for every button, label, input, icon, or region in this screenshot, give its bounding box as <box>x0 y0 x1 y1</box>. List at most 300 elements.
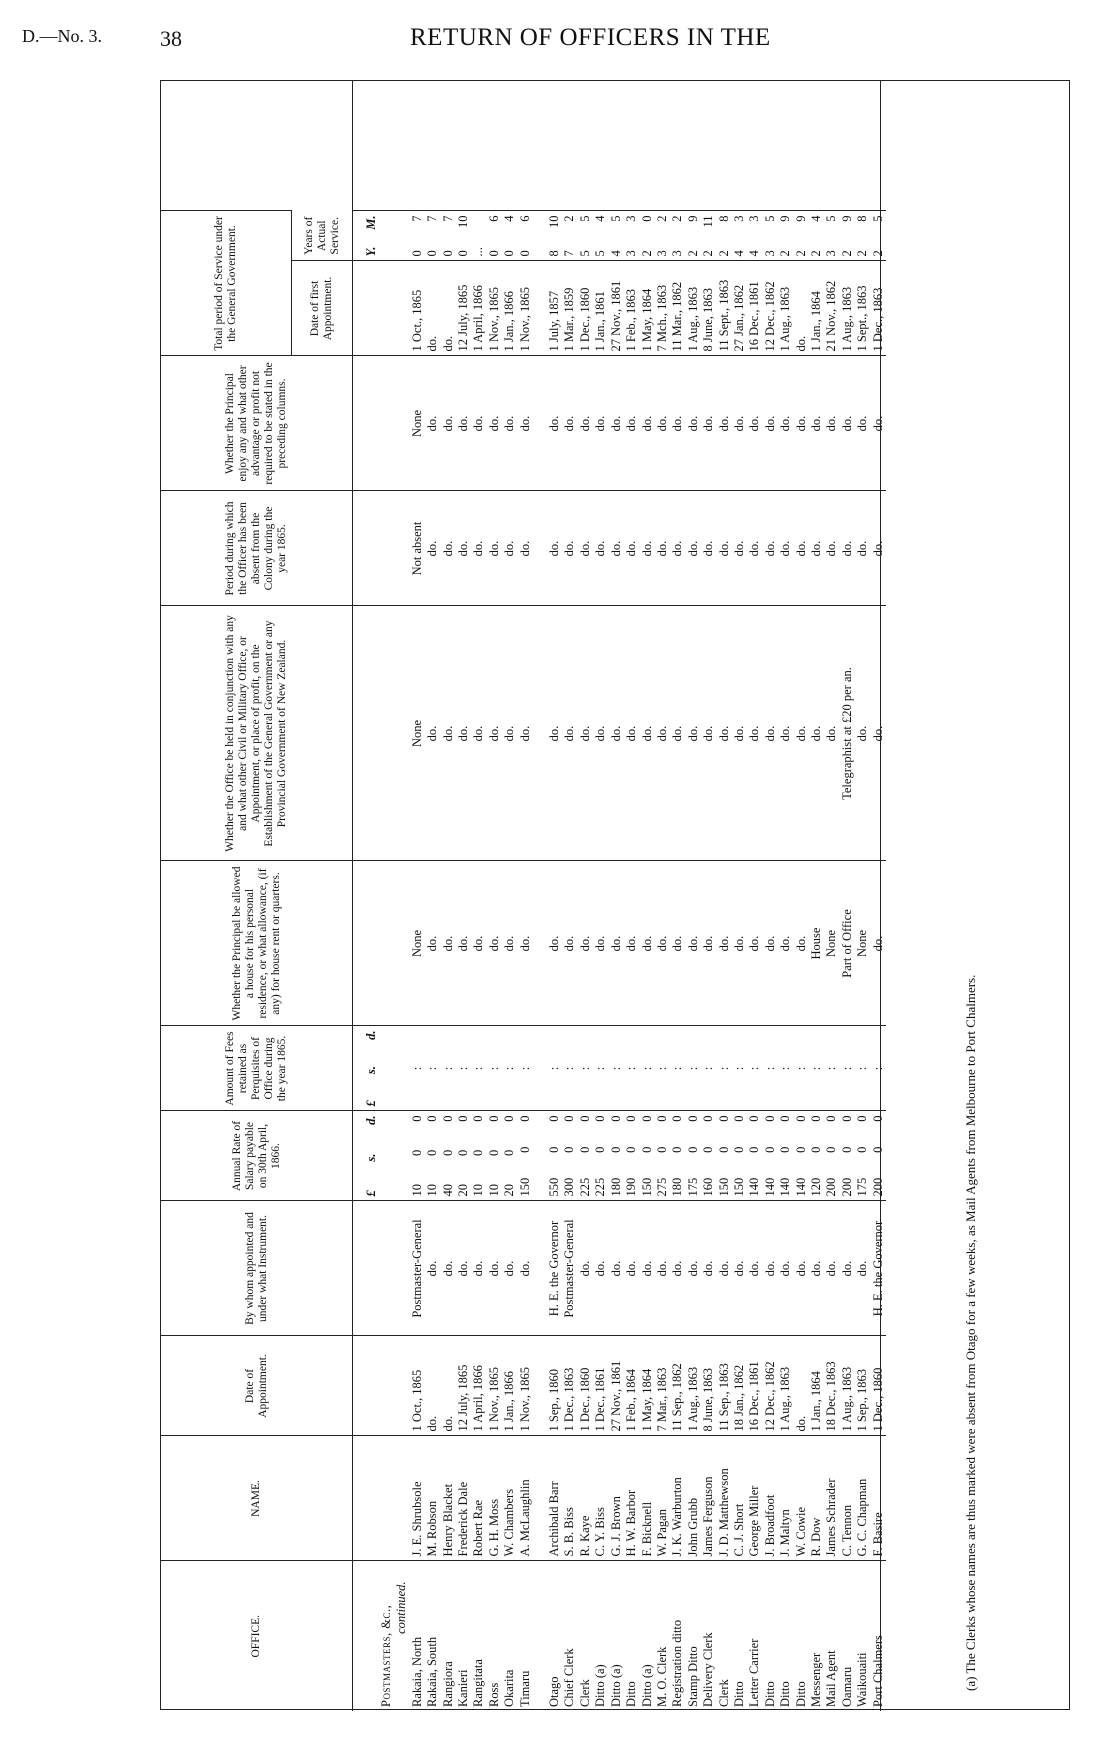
cell-by-whom: do. <box>732 1201 747 1336</box>
salary-sal: 150 <box>731 1177 746 1197</box>
cell-advantage: do. <box>593 356 608 491</box>
cell-office: Rakaia, North <box>410 1561 425 1711</box>
cell-name: George Miller <box>747 1436 762 1561</box>
table-row <box>562 81 577 1711</box>
cell-house: do. <box>732 861 747 1026</box>
salary-d: 0 <box>547 1115 562 1122</box>
cell-fees: : <box>840 1026 855 1111</box>
cell-by-whom: do. <box>824 1201 839 1336</box>
cell-name: R. Kaye <box>578 1436 593 1561</box>
salary-d: 0 <box>731 1115 746 1122</box>
col-house: Whether the Principal be allowed a house for his personal residence, or what allowance, (if any) for house rent or quarters. <box>161 861 353 1026</box>
cell-name: W. Cowie <box>794 1436 809 1561</box>
cell-office: Letter Carrier <box>747 1561 762 1711</box>
salary-s: 0 <box>517 1146 532 1153</box>
cell-advantage: do. <box>686 356 701 491</box>
cell-absent: do. <box>640 491 655 606</box>
cell-office: Stamp Ditto <box>686 1561 701 1711</box>
cell-by-whom: H. E. the Governor <box>547 1201 562 1336</box>
cell-advantage: do. <box>701 356 716 491</box>
cell-blank <box>655 81 670 211</box>
cell-absent: do. <box>670 491 685 606</box>
cell-absent: do. <box>717 491 732 606</box>
table-body <box>353 81 887 1711</box>
salary-d: 0 <box>577 1115 592 1122</box>
cell-date-appointment: 1 Aug., 1863 <box>686 1336 701 1436</box>
salary-s: 0 <box>808 1146 823 1153</box>
service-yy: 0 <box>517 250 532 257</box>
section-continued: continued. <box>394 1561 409 1711</box>
cell-by-whom: Postmaster-General <box>410 1201 425 1336</box>
cell-office: Rakaia, South <box>425 1561 440 1711</box>
col-first-appointment: Date of first Appointment. <box>292 261 353 356</box>
cell-advantage: do. <box>456 356 471 491</box>
cell-other-office: do. <box>778 606 793 861</box>
salary-d: 0 <box>608 1115 623 1122</box>
cell-absent: do. <box>562 491 577 606</box>
salary-sal: 140 <box>793 1177 808 1197</box>
cell-other-office: do. <box>670 606 685 861</box>
table-row <box>717 81 732 1711</box>
cell-name: F. Bicknell <box>640 1436 655 1561</box>
cell-date-appointment: 1 May, 1864 <box>640 1336 655 1436</box>
cell-name: G. H. Moss <box>487 1436 502 1561</box>
cell-blank <box>686 81 701 211</box>
cell-absent: do. <box>871 491 886 606</box>
cell-by-whom: do. <box>518 1201 533 1336</box>
cell-other-office: do. <box>701 606 716 861</box>
cell-other-office: do. <box>456 606 471 861</box>
cell-absent: do. <box>809 491 824 606</box>
cell-years-service <box>441 211 456 261</box>
cell-by-whom: do. <box>840 1201 855 1336</box>
cell-date-appointment: 1 Nov., 1865 <box>487 1336 502 1436</box>
page-number: 38 <box>160 26 182 51</box>
table-row <box>824 81 839 1711</box>
cell-advantage: None <box>410 356 425 491</box>
table-row <box>471 81 486 1711</box>
salary-s: 0 <box>670 1146 685 1153</box>
cell-absent: do. <box>701 491 716 606</box>
table-row <box>518 81 533 1711</box>
cell-fees: : <box>578 1026 593 1111</box>
cell-other-office: None <box>410 606 425 861</box>
cell-fees: : <box>717 1026 732 1111</box>
cell-by-whom: do. <box>487 1201 502 1336</box>
table-row <box>778 81 793 1711</box>
salary-d: 0 <box>685 1115 700 1122</box>
salary-sal: 140 <box>747 1177 762 1197</box>
salary-d: 0 <box>639 1115 654 1122</box>
cell-first-appointment: 1 Feb., 1863 <box>624 261 639 356</box>
salary-sal: 550 <box>547 1177 562 1197</box>
cell-office: Ross <box>487 1561 502 1711</box>
cell-first-appointment: do. <box>441 261 456 356</box>
salary-d: 0 <box>670 1115 685 1122</box>
cell-office: Ditto (a) <box>593 1561 608 1711</box>
cell-date-appointment: 27 Nov., 1861 <box>609 1336 624 1436</box>
cell-other-office: do. <box>578 606 593 861</box>
cell-name: Archibald Barr <box>547 1436 562 1561</box>
cell-advantage: do. <box>655 356 670 491</box>
cell-years-service <box>578 211 593 261</box>
cell-name: C. Y. Biss <box>593 1436 608 1561</box>
cell-other-office: do. <box>425 606 440 861</box>
salary-sal: 225 <box>593 1177 608 1197</box>
cell-salary <box>456 1111 471 1201</box>
cell-salary <box>578 1111 593 1201</box>
service-yy: 4 <box>747 250 762 257</box>
cell-other-office: do. <box>471 606 486 861</box>
service-yy: 0 <box>409 250 424 257</box>
salary-d: 0 <box>793 1115 808 1122</box>
cell-advantage: do. <box>824 356 839 491</box>
cell-advantage: do. <box>732 356 747 491</box>
cell-advantage: do. <box>578 356 593 491</box>
salary-s: 0 <box>701 1146 716 1153</box>
cell-date-appointment: 12 July, 1865 <box>456 1336 471 1436</box>
cell-first-appointment: 12 July, 1865 <box>456 261 471 356</box>
cell-other-office: do. <box>809 606 824 861</box>
cell-blank <box>456 81 471 211</box>
service-yy: 2 <box>855 250 870 257</box>
cell-years-service <box>717 211 732 261</box>
service-mm: 0 <box>639 215 654 222</box>
cell-name: M. Robson <box>425 1436 440 1561</box>
table-row <box>732 81 747 1711</box>
cell-date-appointment: do. <box>441 1336 456 1436</box>
unit-pound: £ <box>363 1190 378 1197</box>
cell-first-appointment: 1 July, 1857 <box>547 261 562 356</box>
cell-name: Henry Blacket <box>441 1436 456 1561</box>
cell-salary <box>717 1111 732 1201</box>
cell-house: do. <box>747 861 762 1026</box>
cell-advantage: do. <box>855 356 870 491</box>
salary-s: 0 <box>547 1146 562 1153</box>
table-row <box>547 81 562 1711</box>
cell-advantage: do. <box>640 356 655 491</box>
cell-office: Ditto (a) <box>609 1561 624 1711</box>
cell-first-appointment: 1 Jan., 1861 <box>593 261 608 356</box>
cell-years-service <box>686 211 701 261</box>
service-mm: 9 <box>793 215 808 222</box>
cell-by-whom: do. <box>425 1201 440 1336</box>
page-header <box>0 20 1114 60</box>
cell-absent: do. <box>425 491 440 606</box>
cell-advantage: do. <box>763 356 778 491</box>
salary-d: 0 <box>471 1115 486 1122</box>
cell-by-whom: do. <box>593 1201 608 1336</box>
cell-name: W. Pagan <box>655 1436 670 1561</box>
cell-first-appointment: 11 Mar., 1862 <box>670 261 685 356</box>
cell-fees: : <box>794 1026 809 1111</box>
cell-fees: : <box>609 1026 624 1111</box>
cell-date-appointment: 12 Dec., 1862 <box>763 1336 778 1436</box>
service-yy: 8 <box>547 250 562 257</box>
salary-sal: 10 <box>486 1184 501 1197</box>
service-yy: 2 <box>793 250 808 257</box>
cell-absent: do. <box>778 491 793 606</box>
cell-blank <box>547 81 562 211</box>
service-mm: 2 <box>562 215 577 222</box>
service-yy: 4 <box>608 250 623 257</box>
cell-name: G. J. Brown <box>609 1436 624 1561</box>
cell-date-appointment: 1 Sep., 1860 <box>547 1336 562 1436</box>
cell-blank <box>717 81 732 211</box>
table-row <box>609 81 624 1711</box>
salary-s: 0 <box>456 1149 471 1156</box>
cell-fees: : <box>655 1026 670 1111</box>
cell-fees: : <box>824 1026 839 1111</box>
unit-d: d. <box>363 1115 378 1125</box>
service-yy: 3 <box>762 250 777 257</box>
cell-by-whom: do. <box>441 1201 456 1336</box>
cell-other-office: do. <box>547 606 562 861</box>
salary-d: 0 <box>425 1115 440 1122</box>
cell-office: Okarita <box>502 1561 517 1711</box>
salary-d: 0 <box>409 1115 424 1122</box>
cell-date-appointment: do. <box>794 1336 809 1436</box>
cell-first-appointment: 1 Nov., 1865 <box>487 261 502 356</box>
salary-s: 0 <box>562 1146 577 1153</box>
cell-blank <box>747 81 762 211</box>
salary-sal: 140 <box>778 1177 793 1197</box>
unit-pound-fees: £ <box>363 1100 378 1107</box>
cell-advantage: do. <box>502 356 517 491</box>
table-row <box>487 81 502 1711</box>
salary-s: 0 <box>624 1146 639 1153</box>
cell-fees: : <box>547 1026 562 1111</box>
service-yy: ... <box>471 247 486 257</box>
salary-sal: 175 <box>685 1177 700 1197</box>
cell-salary <box>732 1111 747 1201</box>
cell-other-office: do. <box>624 606 639 861</box>
cell-date-appointment: 1 Feb., 1864 <box>624 1336 639 1436</box>
cell-years-service <box>487 211 502 261</box>
service-yy: 5 <box>577 250 592 257</box>
cell-fees: : <box>593 1026 608 1111</box>
cell-blank <box>794 81 809 211</box>
cell-salary <box>670 1111 685 1201</box>
cell-salary <box>701 1111 716 1201</box>
cell-house: do. <box>670 861 685 1026</box>
cell-years-service <box>547 211 562 261</box>
unit-d-fees: d. <box>363 1030 378 1040</box>
cell-by-whom: do. <box>456 1201 471 1336</box>
units-row <box>353 81 380 1711</box>
cell-house: do. <box>640 861 655 1026</box>
cell-blank <box>624 81 639 211</box>
cell-fees: : <box>410 1026 425 1111</box>
cell-first-appointment: 1 April, 1866 <box>471 261 486 356</box>
cell-first-appointment: 1 May, 1864 <box>640 261 655 356</box>
cell-by-whom: do. <box>640 1201 655 1336</box>
cell-first-appointment: 12 Dec., 1862 <box>763 261 778 356</box>
cell-house: do. <box>518 861 533 1026</box>
cell-name: C. Tennon <box>840 1436 855 1561</box>
cell-salary <box>425 1111 440 1201</box>
salary-sal: 190 <box>624 1177 639 1197</box>
service-mm: 3 <box>747 215 762 222</box>
cell-years-service <box>471 211 486 261</box>
cell-house: do. <box>593 861 608 1026</box>
cell-advantage: do. <box>425 356 440 491</box>
salary-d: 0 <box>716 1115 731 1122</box>
salary-sal: 140 <box>762 1177 777 1197</box>
salary-sal: 10 <box>409 1184 424 1197</box>
table-row <box>840 81 855 1711</box>
salary-s: 0 <box>731 1146 746 1153</box>
cell-house: do. <box>686 861 701 1026</box>
cell-name: W. Chambers <box>502 1436 517 1561</box>
cell-by-whom: do. <box>701 1201 716 1336</box>
cell-fees: : <box>640 1026 655 1111</box>
cell-other-office: do. <box>518 606 533 861</box>
service-yy: 0 <box>502 250 517 257</box>
col-name: NAME. <box>161 1436 353 1561</box>
salary-sal: 200 <box>839 1177 854 1197</box>
salary-sal: 200 <box>824 1177 839 1197</box>
cell-advantage: do. <box>778 356 793 491</box>
cell-blank <box>855 81 870 211</box>
salary-s: 0 <box>608 1146 623 1153</box>
salary-d: 0 <box>517 1115 532 1122</box>
cell-other-office: do. <box>717 606 732 861</box>
table-row <box>624 81 639 1711</box>
cell-date-appointment: 1 Aug., 1863 <box>778 1336 793 1436</box>
cell-name: S. B. Biss <box>562 1436 577 1561</box>
salary-d: 0 <box>778 1115 793 1122</box>
cell-date-appointment: 1 Jan., 1866 <box>502 1336 517 1436</box>
cell-first-appointment: 1 Oct., 1865 <box>410 261 425 356</box>
cell-fees: : <box>518 1026 533 1111</box>
service-yy: 3 <box>670 250 685 257</box>
cell-office: Clerk <box>717 1561 732 1711</box>
service-mm: 10 <box>456 215 471 228</box>
cell-other-office: do. <box>732 606 747 861</box>
cell-name: J. K. Warburton <box>670 1436 685 1561</box>
cell-years-service <box>410 211 425 261</box>
cell-years-service <box>855 211 870 261</box>
service-mm: 5 <box>577 215 592 222</box>
cell-fees: : <box>732 1026 747 1111</box>
cell-other-office: do. <box>562 606 577 861</box>
salary-s: 0 <box>685 1146 700 1153</box>
cell-absent: do. <box>518 491 533 606</box>
salary-s: 0 <box>762 1146 777 1153</box>
cell-advantage: do. <box>609 356 624 491</box>
salary-s: 0 <box>593 1146 608 1153</box>
salary-d: 0 <box>870 1115 885 1122</box>
salary-d: 0 <box>747 1115 762 1122</box>
cell-blank <box>670 81 685 211</box>
salary-s: 0 <box>639 1146 654 1153</box>
cell-house: House <box>809 861 824 1026</box>
service-mm: 5 <box>762 215 777 222</box>
cell-office: Chief Clerk <box>562 1561 577 1711</box>
salary-d: 0 <box>839 1115 854 1122</box>
cell-by-whom: do. <box>609 1201 624 1336</box>
cell-advantage: do. <box>840 356 855 491</box>
unit-s-fees: s. <box>363 1066 378 1075</box>
cell-years-service <box>670 211 685 261</box>
cell-house: do. <box>717 861 732 1026</box>
cell-blank <box>732 81 747 211</box>
cell-house: do. <box>794 861 809 1026</box>
col-blank <box>161 81 353 211</box>
salary-sal: 150 <box>517 1177 532 1197</box>
service-mm: 2 <box>654 215 669 222</box>
cell-date-appointment: 1 Dec., 1860 <box>578 1336 593 1436</box>
unit-months: M. <box>363 215 378 230</box>
salary-sal: 275 <box>654 1177 669 1197</box>
service-mm: 9 <box>685 215 700 222</box>
cell-years-service <box>824 211 839 261</box>
cell-fees: : <box>425 1026 440 1111</box>
salary-s: 0 <box>778 1146 793 1153</box>
salary-s: 0 <box>793 1146 808 1153</box>
cell-salary <box>824 1111 839 1201</box>
cell-blank <box>425 81 440 211</box>
cell-other-office: do. <box>794 606 809 861</box>
salary-s: 0 <box>855 1146 870 1153</box>
service-mm: 5 <box>608 215 623 222</box>
cell-other-office: do. <box>763 606 778 861</box>
cell-fees: : <box>502 1026 517 1111</box>
cell-name: J. Maltyn <box>778 1436 793 1561</box>
service-mm: 10 <box>547 215 562 228</box>
cell-fees: : <box>624 1026 639 1111</box>
cell-advantage: do. <box>562 356 577 491</box>
table-row <box>763 81 778 1711</box>
cell-by-whom: do. <box>794 1201 809 1336</box>
cell-salary <box>502 1111 517 1201</box>
cell-years-service <box>624 211 639 261</box>
service-yy: 7 <box>562 250 577 257</box>
cell-absent: do. <box>456 491 471 606</box>
cell-office: Clerk <box>578 1561 593 1711</box>
cell-blank <box>578 81 593 211</box>
cell-by-whom: do. <box>763 1201 778 1336</box>
salary-s: 0 <box>440 1149 455 1156</box>
salary-d: 0 <box>855 1115 870 1122</box>
cell-name: G. C. Chapman <box>855 1436 870 1561</box>
cell-blank <box>562 81 577 211</box>
cell-house: do. <box>701 861 716 1026</box>
cell-first-appointment: 1 Dec., 1860 <box>578 261 593 356</box>
service-yy: 3 <box>824 250 839 257</box>
salary-s: 0 <box>471 1149 486 1156</box>
cell-house: do. <box>609 861 624 1026</box>
cell-house: do. <box>763 861 778 1026</box>
cell-absent: do. <box>547 491 562 606</box>
footnote-area <box>880 81 1071 1711</box>
cell-other-office: do. <box>640 606 655 861</box>
salary-sal: 40 <box>440 1184 455 1197</box>
cell-absent: do. <box>655 491 670 606</box>
cell-fees: : <box>701 1026 716 1111</box>
cell-blank <box>609 81 624 211</box>
cell-office: M. O. Clerk <box>655 1561 670 1711</box>
cell-first-appointment: 1 Jan., 1866 <box>502 261 517 356</box>
officers-return-table <box>161 81 886 1711</box>
service-yy: 2 <box>716 250 731 257</box>
cell-name: F. Basire <box>871 1436 886 1561</box>
service-mm: 9 <box>839 215 854 222</box>
cell-absent: do. <box>824 491 839 606</box>
cell-advantage: do. <box>717 356 732 491</box>
cell-date-appointment: 18 Jan., 1862 <box>732 1336 747 1436</box>
